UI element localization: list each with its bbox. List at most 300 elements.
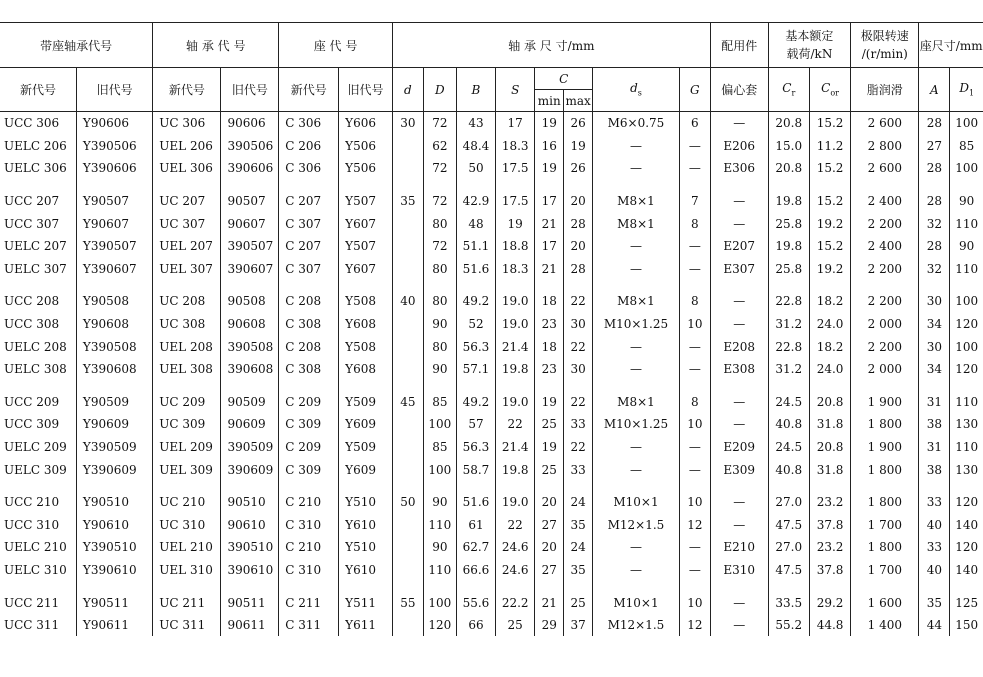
cell-cmax: 26 — [564, 157, 593, 180]
header-housing-old-code: 旧代号 — [339, 68, 393, 112]
cell-bo: 90507 — [221, 180, 279, 213]
cell-cmin: 25 — [535, 458, 564, 481]
cell-cmax: 19 — [564, 135, 593, 158]
cell-cr: 19.8 — [768, 235, 809, 258]
cell-cmin: 21 — [535, 258, 564, 281]
cell-A: 33 — [919, 481, 950, 514]
cell-ho: Y611 — [339, 614, 393, 637]
cell-ds: — — [593, 335, 680, 358]
table-row — [0, 157, 983, 180]
header-bearing-new-code: 新代号 — [153, 68, 221, 112]
header-housed-bearing-code: 带座轴承代号 — [0, 23, 153, 68]
cell-hn: C 210 — [279, 536, 339, 559]
cell-B: 49.2 — [456, 381, 495, 414]
cell-D: 72 — [423, 180, 456, 213]
cell-new: UCC 306 — [4, 116, 60, 131]
table-body — [0, 112, 983, 637]
cell-cmin: 27 — [535, 559, 564, 582]
cell-cmin: 23 — [535, 313, 564, 336]
cell-D: 80 — [423, 212, 456, 235]
cell-ho: Y506 — [339, 135, 393, 158]
cell-B: 66.6 — [456, 559, 495, 582]
cell-new: UCC 309 — [4, 417, 60, 432]
cell-D: 110 — [423, 559, 456, 582]
cell-B: 42.9 — [456, 180, 495, 213]
cell-spd: 2 600 — [851, 112, 919, 135]
cell-new: UCC 310 — [4, 517, 60, 532]
cell-bo: 390507 — [221, 235, 279, 258]
cell-cr: 15.0 — [768, 135, 809, 158]
cell-A: 30 — [919, 335, 950, 358]
cell-G: — — [679, 559, 710, 582]
cell-hn: C 306 — [279, 112, 339, 135]
table-row — [0, 180, 983, 213]
cell-D: 90 — [423, 313, 456, 336]
cell-S: 17.5 — [496, 157, 535, 180]
cell-ho: Y507 — [339, 235, 393, 258]
cell-cmax: 22 — [564, 280, 593, 313]
cell-cr: 22.8 — [768, 280, 809, 313]
cell-bn: UEL 308 — [153, 358, 221, 381]
cell-cr: 47.5 — [768, 559, 809, 582]
cell-cmax: 28 — [564, 212, 593, 235]
cell-B: 57 — [456, 413, 495, 436]
cell-A: 31 — [919, 436, 950, 459]
cell-bo: 90510 — [221, 481, 279, 514]
cell-cor: 20.8 — [809, 436, 850, 459]
cell-ecc: E308 — [710, 358, 768, 381]
cell-new: UCC 311 — [4, 618, 60, 633]
cell-spd: 1 600 — [851, 581, 919, 614]
cell-D1: 120 — [950, 481, 983, 514]
cell-cmin: 29 — [535, 614, 564, 637]
cell-A: 40 — [919, 514, 950, 537]
cell-ho: Y610 — [339, 514, 393, 537]
cell-d — [392, 413, 423, 436]
cell-ecc: — — [710, 313, 768, 336]
cell-bo: 90611 — [221, 614, 279, 637]
cell-ho: Y509 — [339, 436, 393, 459]
cell-hn: C 309 — [279, 458, 339, 481]
cell-new: UELC 210 — [4, 540, 67, 555]
cell-G: — — [679, 235, 710, 258]
cell-old: Y90508 — [76, 280, 152, 313]
cell-cor: 18.2 — [809, 335, 850, 358]
cell-bn: UC 210 — [153, 481, 221, 514]
header-D1: $D_1$ — [950, 68, 983, 112]
cell-cr: 25.8 — [768, 258, 809, 281]
cell-A: 32 — [919, 258, 950, 281]
cell-cmin: 27 — [535, 514, 564, 537]
cell-new: UCC 207 — [4, 194, 60, 209]
cell-spd: 2 600 — [851, 157, 919, 180]
cell-ho: Y510 — [339, 536, 393, 559]
cell-ecc: — — [710, 614, 768, 637]
cell-cmax: 22 — [564, 335, 593, 358]
cell-cmax: 20 — [564, 235, 593, 258]
header-eccentric: 偏心套 — [710, 68, 768, 112]
header-bearing-code: 轴 承 代 号 — [153, 23, 279, 68]
table-row — [0, 212, 983, 235]
cell-d — [392, 335, 423, 358]
cell-B: 50 — [456, 157, 495, 180]
cell-new: UELC 307 — [4, 261, 67, 276]
cell-D: 90 — [423, 536, 456, 559]
cell-cor: 31.8 — [809, 413, 850, 436]
cell-bo: 390608 — [221, 358, 279, 381]
cell-D1: 100 — [950, 335, 983, 358]
cell-cr: 31.2 — [768, 358, 809, 381]
cell-new: UELC 309 — [4, 462, 67, 477]
cell-cor: 20.8 — [809, 381, 850, 414]
cell-bn: UC 311 — [153, 614, 221, 637]
header-Cr: $C_r$ — [768, 68, 809, 112]
cell-ho: Y609 — [339, 413, 393, 436]
header-G: G — [679, 68, 710, 112]
cell-B: 57.1 — [456, 358, 495, 381]
cell-D1: 85 — [950, 135, 983, 158]
cell-D: 100 — [423, 581, 456, 614]
cell-B: 62.7 — [456, 536, 495, 559]
cell-bo: 90511 — [221, 581, 279, 614]
cell-spd: 2 200 — [851, 212, 919, 235]
cell-A: 28 — [919, 180, 950, 213]
cell-cor: 24.0 — [809, 313, 850, 336]
cell-cor: 29.2 — [809, 581, 850, 614]
header-d: d — [392, 68, 423, 112]
cell-ds: — — [593, 157, 680, 180]
cell-d: 40 — [392, 280, 423, 313]
cell-G: — — [679, 458, 710, 481]
cell-S: 19.0 — [496, 313, 535, 336]
cell-ds: — — [593, 258, 680, 281]
cell-old: Y90511 — [76, 581, 152, 614]
cell-cor: 11.2 — [809, 135, 850, 158]
cell-bn: UC 208 — [153, 280, 221, 313]
cell-ecc: — — [710, 180, 768, 213]
cell-cor: 24.0 — [809, 358, 850, 381]
header-ds: $d_s$ — [593, 68, 680, 112]
header-C-max: max — [564, 90, 593, 112]
table-row — [0, 458, 983, 481]
cell-ho: Y509 — [339, 381, 393, 414]
cell-old: Y90607 — [76, 212, 152, 235]
cell-bo: 90608 — [221, 313, 279, 336]
cell-cmin: 19 — [535, 112, 564, 135]
cell-cr: 47.5 — [768, 514, 809, 537]
cell-new: UELC 209 — [4, 440, 67, 455]
cell-A: 40 — [919, 559, 950, 582]
cell-hn: C 311 — [279, 614, 339, 637]
cell-A: 44 — [919, 614, 950, 637]
cell-D1: 140 — [950, 559, 983, 582]
cell-cmin: 21 — [535, 212, 564, 235]
cell-S: 21.4 — [496, 335, 535, 358]
cell-cmax: 25 — [564, 581, 593, 614]
cell-bn: UC 307 — [153, 212, 221, 235]
cell-A: 35 — [919, 581, 950, 614]
cell-bn: UC 306 — [153, 112, 221, 135]
cell-new: UCC 208 — [4, 294, 60, 309]
cell-D1: 120 — [950, 313, 983, 336]
cell-cr: 40.8 — [768, 413, 809, 436]
cell-cmax: 30 — [564, 313, 593, 336]
cell-bn: UC 309 — [153, 413, 221, 436]
cell-A: 31 — [919, 381, 950, 414]
cell-cr: 55.2 — [768, 614, 809, 637]
cell-ecc: — — [710, 280, 768, 313]
cell-ds: — — [593, 436, 680, 459]
cell-cor: 19.2 — [809, 212, 850, 235]
table-row — [0, 514, 983, 537]
cell-ecc: E307 — [710, 258, 768, 281]
cell-ecc: — — [710, 381, 768, 414]
cell-ecc: — — [710, 481, 768, 514]
cell-A: 28 — [919, 112, 950, 135]
cell-bn: UC 209 — [153, 381, 221, 414]
table-row — [0, 381, 983, 414]
cell-bn: UEL 206 — [153, 135, 221, 158]
cell-A: 28 — [919, 157, 950, 180]
cell-cmin: 17 — [535, 180, 564, 213]
table-row — [0, 581, 983, 614]
cell-ds: M10×1.25 — [593, 313, 680, 336]
header-S: S — [496, 68, 535, 112]
table-row — [0, 536, 983, 559]
cell-D1: 110 — [950, 381, 983, 414]
cell-hn: C 207 — [279, 180, 339, 213]
cell-G: — — [679, 157, 710, 180]
cell-d — [392, 458, 423, 481]
cell-S: 19.0 — [496, 280, 535, 313]
cell-S: 21.4 — [496, 436, 535, 459]
cell-cr: 20.8 — [768, 112, 809, 135]
cell-S: 25 — [496, 614, 535, 637]
cell-D: 100 — [423, 413, 456, 436]
cell-hn: C 307 — [279, 212, 339, 235]
cell-B: 61 — [456, 514, 495, 537]
cell-d — [392, 212, 423, 235]
cell-cmin: 18 — [535, 280, 564, 313]
cell-hn: C 306 — [279, 157, 339, 180]
cell-ds: — — [593, 536, 680, 559]
cell-S: 18.3 — [496, 258, 535, 281]
cell-d — [392, 258, 423, 281]
cell-spd: 2 200 — [851, 335, 919, 358]
cell-ds: M8×1 — [593, 180, 680, 213]
cell-D: 90 — [423, 481, 456, 514]
cell-bn: UEL 309 — [153, 458, 221, 481]
cell-bo: 390606 — [221, 157, 279, 180]
cell-cr: 40.8 — [768, 458, 809, 481]
cell-old: Y390610 — [76, 559, 152, 582]
cell-D: 90 — [423, 358, 456, 381]
cell-cmax: 33 — [564, 458, 593, 481]
cell-ecc: — — [710, 581, 768, 614]
cell-bn: UC 207 — [153, 180, 221, 213]
cell-D: 120 — [423, 614, 456, 637]
cell-ds: — — [593, 458, 680, 481]
cell-cmin: 19 — [535, 157, 564, 180]
cell-bo: 90509 — [221, 381, 279, 414]
cell-hn: C 310 — [279, 514, 339, 537]
cell-B: 49.2 — [456, 280, 495, 313]
cell-bo: 390510 — [221, 536, 279, 559]
cell-A: 38 — [919, 458, 950, 481]
cell-G: 12 — [679, 514, 710, 537]
cell-cmin: 25 — [535, 413, 564, 436]
cell-ds: — — [593, 235, 680, 258]
header-old-code: 旧代号 — [76, 68, 152, 112]
header-new-code: 新代号 — [0, 68, 76, 112]
header-limit-speed: 极限转速 /(r/min) — [851, 23, 919, 68]
cell-new: UCC 211 — [4, 595, 60, 610]
cell-bn: UEL 306 — [153, 157, 221, 180]
table-row — [0, 235, 983, 258]
cell-G: — — [679, 536, 710, 559]
table-row — [0, 135, 983, 158]
cell-B: 43 — [456, 112, 495, 135]
cell-d: 55 — [392, 581, 423, 614]
cell-spd: 2 800 — [851, 135, 919, 158]
cell-ds: M8×1 — [593, 381, 680, 414]
cell-S: 17 — [496, 112, 535, 135]
cell-hn: C 211 — [279, 581, 339, 614]
header-bearing-dimensions: 轴 承 尺 寸/mm — [392, 23, 710, 68]
cell-cor: 15.2 — [809, 235, 850, 258]
cell-bo: 90610 — [221, 514, 279, 537]
cell-cr: 27.0 — [768, 536, 809, 559]
cell-cmin: 21 — [535, 581, 564, 614]
cell-D1: 90 — [950, 235, 983, 258]
cell-d — [392, 358, 423, 381]
cell-ho: Y609 — [339, 458, 393, 481]
cell-D1: 100 — [950, 280, 983, 313]
table-row — [0, 436, 983, 459]
cell-ho: Y508 — [339, 280, 393, 313]
cell-bo: 90508 — [221, 280, 279, 313]
cell-old: Y390607 — [76, 258, 152, 281]
table-row — [0, 614, 983, 637]
cell-bo: 390508 — [221, 335, 279, 358]
cell-G: — — [679, 258, 710, 281]
cell-G: — — [679, 335, 710, 358]
cell-D: 72 — [423, 157, 456, 180]
cell-bn: UC 310 — [153, 514, 221, 537]
cell-old: Y90609 — [76, 413, 152, 436]
cell-G: 7 — [679, 180, 710, 213]
cell-ecc: E310 — [710, 559, 768, 582]
cell-spd: 1 700 — [851, 514, 919, 537]
cell-cmax: 24 — [564, 536, 593, 559]
cell-bo: 90607 — [221, 212, 279, 235]
cell-A: 30 — [919, 280, 950, 313]
cell-cor: 15.2 — [809, 180, 850, 213]
header-C: C — [535, 68, 593, 90]
cell-G: 8 — [679, 280, 710, 313]
cell-d — [392, 536, 423, 559]
cell-G: 8 — [679, 381, 710, 414]
cell-B: 48 — [456, 212, 495, 235]
cell-d — [392, 514, 423, 537]
cell-bn: UEL 310 — [153, 559, 221, 582]
cell-G: 10 — [679, 413, 710, 436]
cell-D1: 130 — [950, 413, 983, 436]
cell-D1: 150 — [950, 614, 983, 637]
cell-d — [392, 614, 423, 637]
cell-S: 19.0 — [496, 481, 535, 514]
cell-ecc: E207 — [710, 235, 768, 258]
cell-old: Y90510 — [76, 481, 152, 514]
cell-cr: 24.5 — [768, 381, 809, 414]
cell-cor: 23.2 — [809, 536, 850, 559]
cell-d: 50 — [392, 481, 423, 514]
header-housing-code: 座 代 号 — [279, 23, 393, 68]
cell-old: Y390609 — [76, 458, 152, 481]
cell-ds: M10×1 — [593, 481, 680, 514]
cell-ecc: E209 — [710, 436, 768, 459]
cell-cmax: 24 — [564, 481, 593, 514]
cell-bo: 90606 — [221, 112, 279, 135]
cell-cmin: 16 — [535, 135, 564, 158]
cell-new: UCC 210 — [4, 495, 60, 510]
header-Cor: $C_{or}$ — [809, 68, 850, 112]
cell-cr: 20.8 — [768, 157, 809, 180]
cell-A: 28 — [919, 235, 950, 258]
cell-spd: 1 700 — [851, 559, 919, 582]
cell-cor: 31.8 — [809, 458, 850, 481]
cell-ho: Y610 — [339, 559, 393, 582]
cell-old: Y90610 — [76, 514, 152, 537]
cell-new: UELC 208 — [4, 339, 67, 354]
cell-old: Y90608 — [76, 313, 152, 336]
cell-cmax: 35 — [564, 559, 593, 582]
table-row — [0, 313, 983, 336]
cell-spd: 2 200 — [851, 280, 919, 313]
cell-ds: M6×0.75 — [593, 112, 680, 135]
cell-bo: 390509 — [221, 436, 279, 459]
cell-d: 30 — [392, 112, 423, 135]
cell-ho: Y510 — [339, 481, 393, 514]
cell-B: 55.6 — [456, 581, 495, 614]
cell-spd: 1 800 — [851, 536, 919, 559]
cell-G: — — [679, 436, 710, 459]
cell-D: 72 — [423, 112, 456, 135]
table-row — [0, 112, 983, 135]
cell-ho: Y507 — [339, 180, 393, 213]
table-row — [0, 335, 983, 358]
cell-B: 52 — [456, 313, 495, 336]
cell-A: 34 — [919, 358, 950, 381]
cell-G: 10 — [679, 581, 710, 614]
cell-ho: Y608 — [339, 313, 393, 336]
cell-bn: UEL 307 — [153, 258, 221, 281]
cell-new: UELC 308 — [4, 362, 67, 377]
cell-ho: Y606 — [339, 112, 393, 135]
cell-S: 17.5 — [496, 180, 535, 213]
cell-bn: UEL 208 — [153, 335, 221, 358]
cell-cmin: 20 — [535, 481, 564, 514]
cell-A: 34 — [919, 313, 950, 336]
cell-S: 18.3 — [496, 135, 535, 158]
cell-ds: — — [593, 559, 680, 582]
cell-bn: UEL 207 — [153, 235, 221, 258]
cell-D: 85 — [423, 436, 456, 459]
cell-ecc: E206 — [710, 135, 768, 158]
cell-cr: 25.8 — [768, 212, 809, 235]
cell-G: 10 — [679, 313, 710, 336]
cell-cr: 24.5 — [768, 436, 809, 459]
